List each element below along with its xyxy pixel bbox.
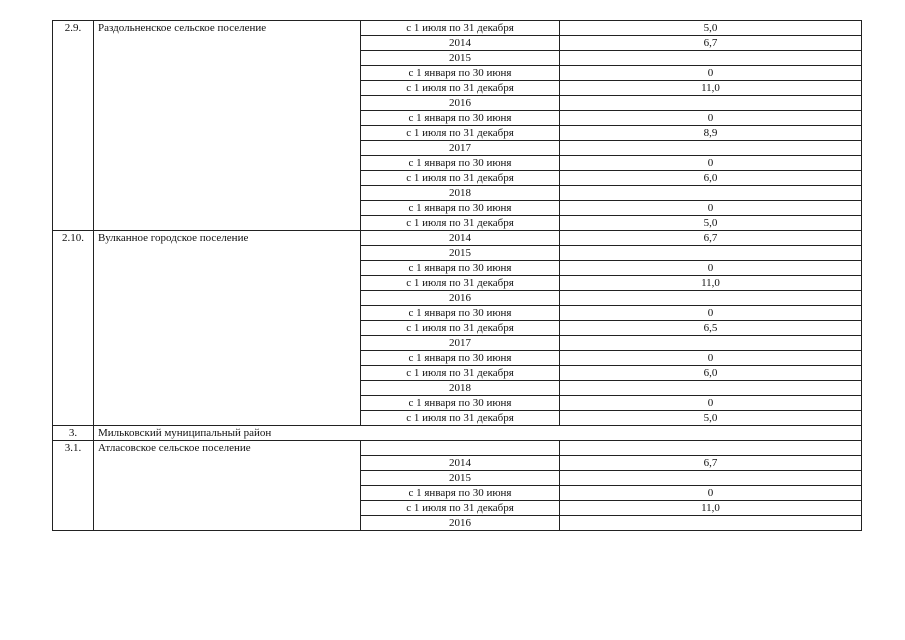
table-row — [53, 441, 862, 456]
period-cell: 2015 — [361, 246, 560, 261]
value-cell — [560, 291, 862, 306]
value-cell — [560, 246, 862, 261]
value-cell: 8,9 — [560, 126, 862, 141]
period-cell: с 1 июля по 31 декабря — [361, 501, 560, 516]
period-cell: с 1 января по 30 июня — [361, 486, 560, 501]
value-cell: 0 — [560, 261, 862, 276]
table-row — [53, 231, 862, 246]
period-cell: 2014 — [361, 231, 560, 246]
period-cell: 2014 — [361, 36, 560, 51]
value-cell: 5,0 — [560, 216, 862, 231]
value-cell: 0 — [560, 351, 862, 366]
value-cell: 0 — [560, 156, 862, 171]
period-cell: 2018 — [361, 186, 560, 201]
value-cell: 0 — [560, 201, 862, 216]
period-cell: с 1 января по 30 июня — [361, 396, 560, 411]
period-cell: с 1 января по 30 июня — [361, 261, 560, 276]
period-cell — [361, 441, 560, 456]
period-cell: 2018 — [361, 381, 560, 396]
period-cell: 2015 — [361, 51, 560, 66]
value-cell: 0 — [560, 111, 862, 126]
period-cell: с 1 января по 30 июня — [361, 156, 560, 171]
value-cell: 5,0 — [560, 21, 862, 36]
value-cell: 6,7 — [560, 231, 862, 246]
value-cell: 11,0 — [560, 81, 862, 96]
value-cell: 0 — [560, 486, 862, 501]
section-number: 3.1. — [53, 441, 94, 531]
section-number: 2.9. — [53, 21, 94, 231]
value-cell — [560, 141, 862, 156]
settlement-name: Раздольненское сельское поселение — [94, 21, 361, 231]
section-number: 2.10. — [53, 231, 94, 426]
value-cell — [560, 336, 862, 351]
period-cell: с 1 июля по 31 декабря — [361, 216, 560, 231]
value-cell — [560, 186, 862, 201]
value-cell — [560, 516, 862, 531]
period-cell: с 1 июля по 31 декабря — [361, 126, 560, 141]
period-cell: с 1 июля по 31 декабря — [361, 366, 560, 381]
value-cell: 11,0 — [560, 501, 862, 516]
value-cell: 0 — [560, 66, 862, 81]
period-cell: с 1 июля по 31 декабря — [361, 171, 560, 186]
value-cell: 6,0 — [560, 171, 862, 186]
value-cell — [560, 381, 862, 396]
value-cell: 6,0 — [560, 366, 862, 381]
period-cell: с 1 июля по 31 декабря — [361, 411, 560, 426]
table-row — [53, 21, 862, 36]
period-cell: с 1 января по 30 июня — [361, 306, 560, 321]
settlement-name: Вулканное городское поселение — [94, 231, 361, 426]
value-cell — [560, 471, 862, 486]
period-cell: с 1 января по 30 июня — [361, 111, 560, 126]
period-cell: с 1 января по 30 июня — [361, 66, 560, 81]
period-cell: с 1 января по 30 июня — [361, 351, 560, 366]
period-cell: 2016 — [361, 291, 560, 306]
value-cell — [560, 51, 862, 66]
value-cell — [560, 96, 862, 111]
tariff-table-body — [53, 21, 862, 531]
period-cell: с 1 июля по 31 декабря — [361, 21, 560, 36]
value-cell: 0 — [560, 306, 862, 321]
period-cell: 2016 — [361, 516, 560, 531]
period-cell: с 1 января по 30 июня — [361, 201, 560, 216]
value-cell: 6,5 — [560, 321, 862, 336]
period-cell: 2017 — [361, 336, 560, 351]
period-cell: с 1 июля по 31 декабря — [361, 276, 560, 291]
section-number: 3. — [53, 426, 94, 441]
value-cell: 0 — [560, 396, 862, 411]
value-cell — [560, 441, 862, 456]
table-row — [53, 426, 862, 441]
period-cell: 2015 — [361, 471, 560, 486]
value-cell: 5,0 — [560, 411, 862, 426]
region-name: Мильковский муниципальный район — [94, 426, 862, 441]
tariff-table — [52, 20, 862, 531]
settlement-name: Атласовское сельское поселение — [94, 441, 361, 531]
period-cell: 2016 — [361, 96, 560, 111]
period-cell: 2017 — [361, 141, 560, 156]
value-cell: 6,7 — [560, 456, 862, 471]
period-cell: с 1 июля по 31 декабря — [361, 81, 560, 96]
period-cell: с 1 июля по 31 декабря — [361, 321, 560, 336]
value-cell: 6,7 — [560, 36, 862, 51]
value-cell: 11,0 — [560, 276, 862, 291]
period-cell: 2014 — [361, 456, 560, 471]
